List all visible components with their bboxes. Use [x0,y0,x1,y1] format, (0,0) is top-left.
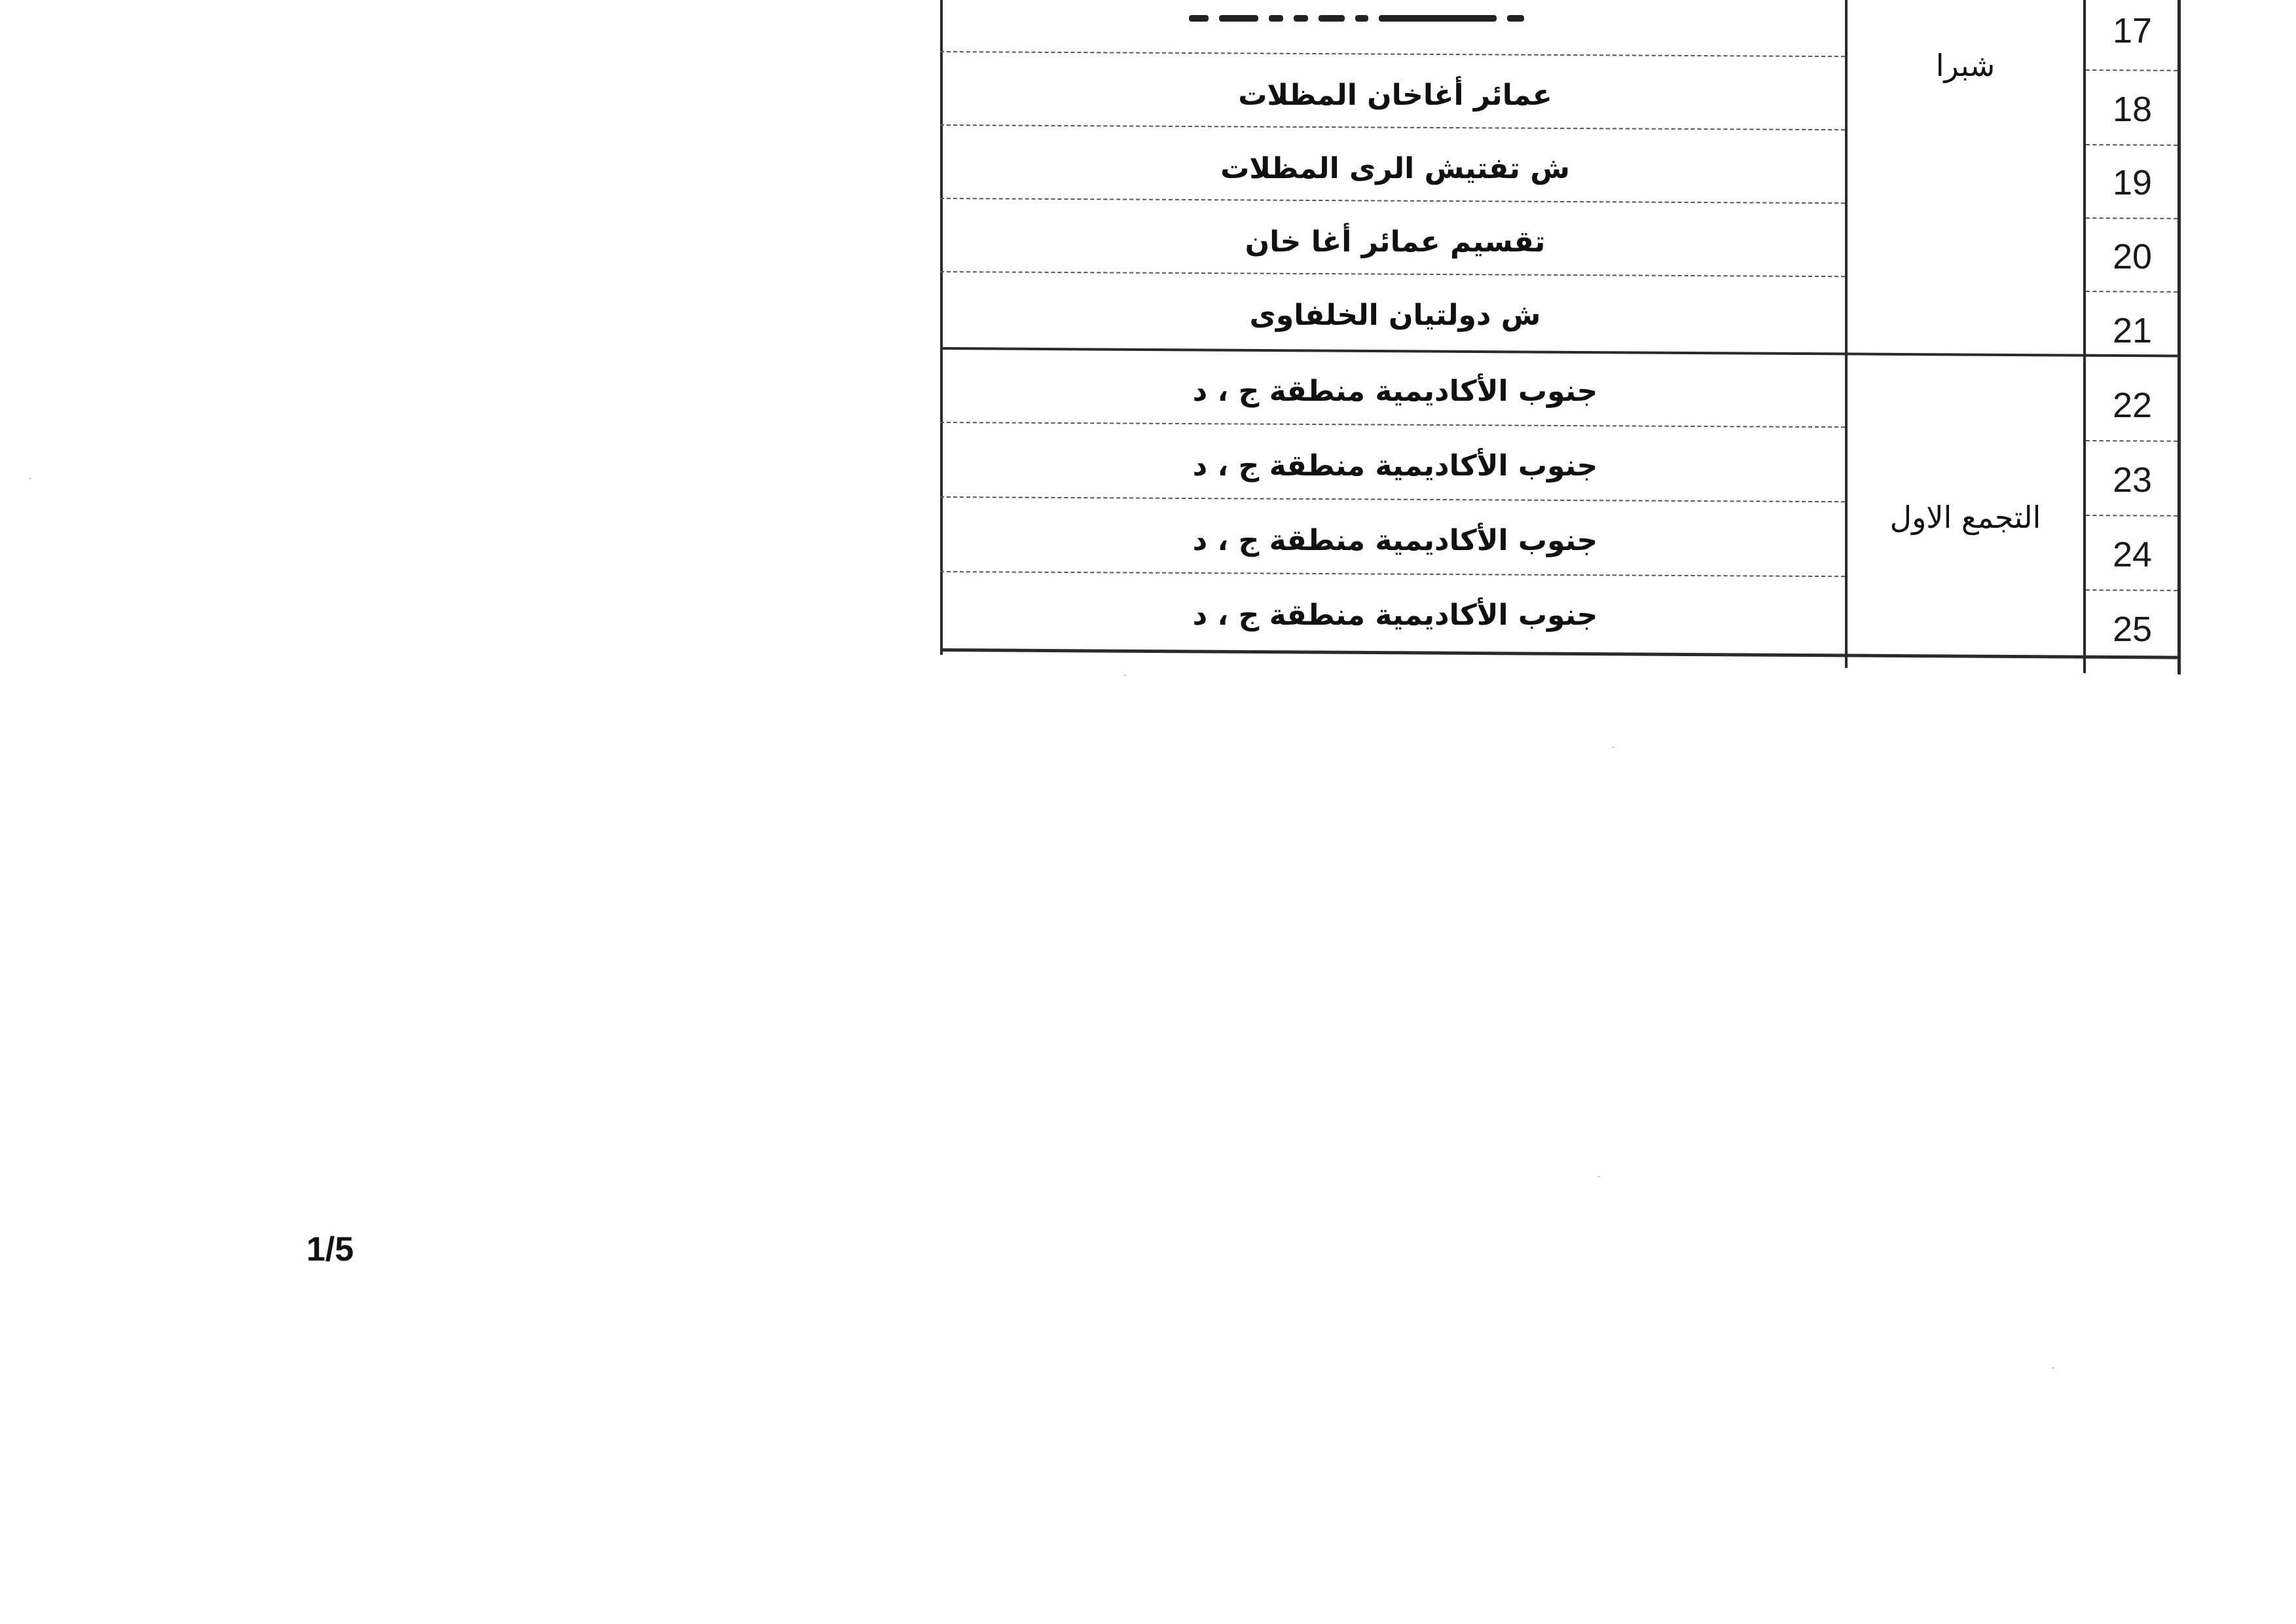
scan-speck [1612,747,1614,748]
row-number: 18 [2112,90,2153,129]
row-divider [2086,69,2178,71]
street-name: ش تفتيش الرى المظلات [1220,151,1570,185]
street-name: عمائر أغاخان المظلات [1238,78,1552,112]
row-number: 21 [2112,311,2153,350]
street-name: تقسيم عمائر أغا خان [1245,225,1546,259]
street-name: جنوب الأكاديمية منطقة ج ، د [1192,598,1598,632]
page-number: 1/5 [306,1230,354,1268]
row-number: 17 [2112,11,2153,50]
district-name: شبرا [1935,48,1995,83]
addresses-table [940,0,2181,671]
column-divider-street [1845,0,1848,668]
row-number: 23 [2112,460,2153,500]
district-name: التجمع الاول [1889,500,2041,535]
cropped-street-text [1189,12,1608,25]
scan-speck [29,478,31,479]
column-divider-number [2083,0,2086,673]
row-number: 24 [2112,535,2153,574]
scan-speck [1597,1176,1600,1177]
row-number: 20 [2112,237,2153,276]
table-border-left [940,0,943,655]
street-name: ش دولتيان الخلفاوى [1249,298,1541,332]
street-name: جنوب الأكاديمية منطقة ج ، د [1192,523,1598,557]
row-number: 22 [2112,386,2153,425]
row-number: 19 [2112,163,2153,202]
scan-speck [1123,674,1126,676]
scan-speck [2052,1367,2054,1369]
street-name: جنوب الأكاديمية منطقة ج ، د [1192,374,1598,408]
row-number: 25 [2112,610,2153,649]
table-border-right [2178,0,2181,674]
street-name: جنوب الأكاديمية منطقة ج ، د [1192,449,1598,483]
row-divider [940,51,1845,57]
